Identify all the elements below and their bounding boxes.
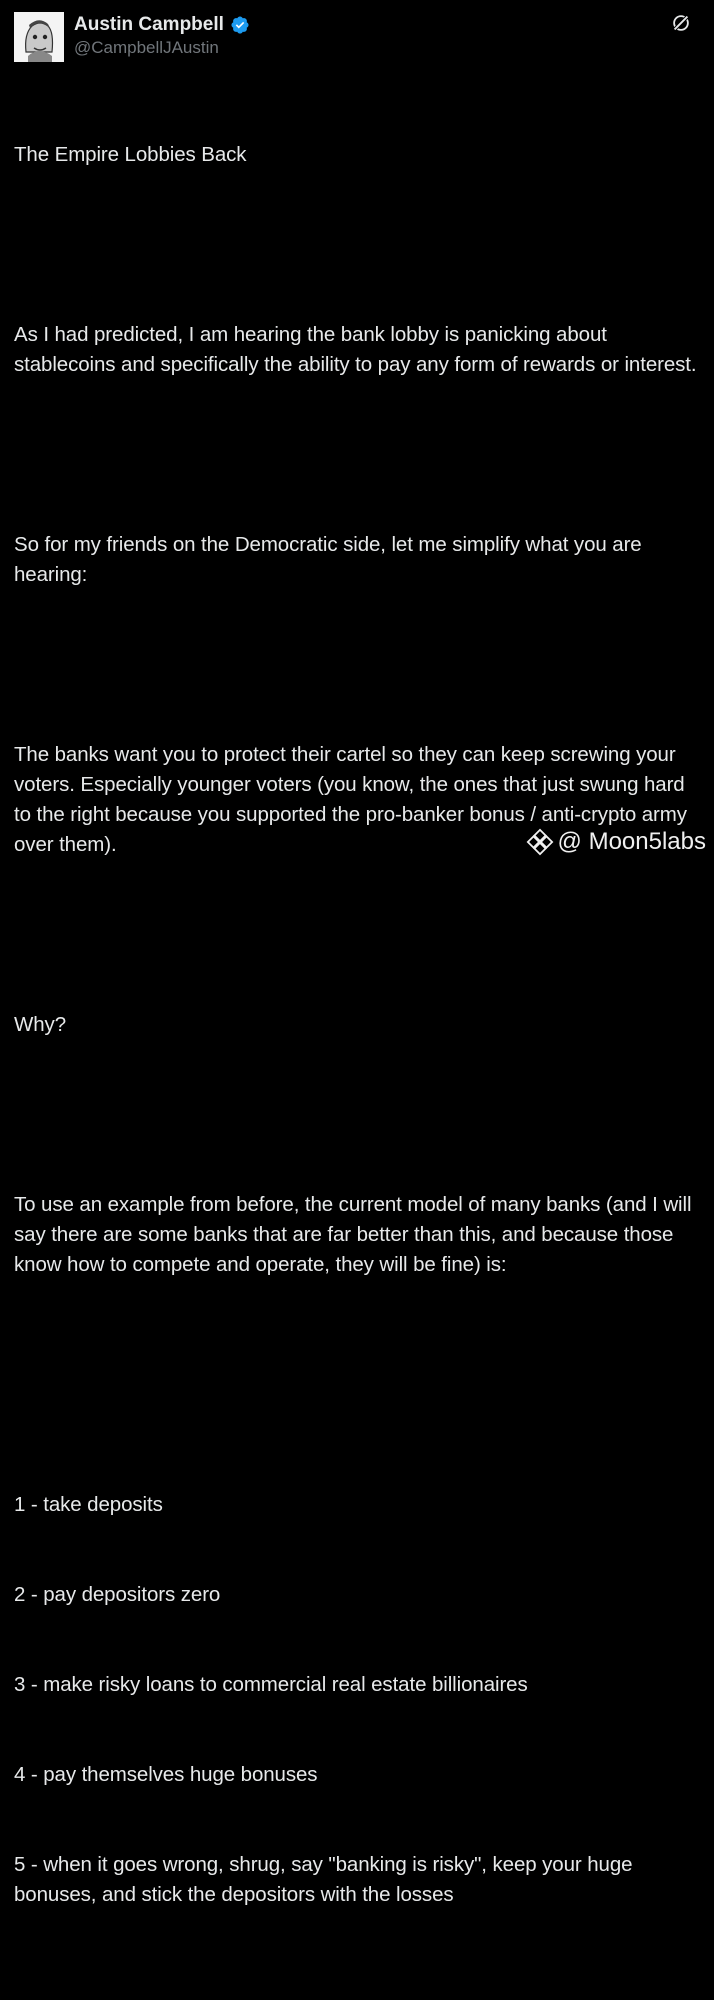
tweet-list bbox=[14, 1430, 704, 1970]
avatar[interactable] bbox=[14, 12, 64, 62]
watermark-text: @ Moon5labs bbox=[557, 828, 706, 855]
tweet-paragraph-5: To use an example from before, the current model of many banks (and I will say there are some banks that are far better than this, and because those know how to compete and operate, they will be fine) is: bbox=[14, 1193, 698, 1276]
avatar-illustration bbox=[14, 12, 64, 62]
tweet-text bbox=[14, 80, 704, 2000]
watermark bbox=[528, 828, 706, 856]
tweet-paragraph-4: Why? bbox=[14, 1013, 67, 1036]
author-name[interactable]: Austin Campbell bbox=[74, 14, 224, 35]
verified-badge-icon bbox=[230, 15, 250, 35]
list-item: 4 - pay themselves huge bonuses bbox=[14, 1763, 318, 1786]
list-item: 5 - when it goes wrong, shrug, say "banking is risky", keep your huge bonuses, and stick the depositors with the losses bbox=[14, 1853, 639, 1906]
list-item: 2 - pay depositors zero bbox=[14, 1583, 221, 1606]
list-item: 1 - take deposits bbox=[14, 1493, 163, 1516]
tweet-title: The Empire Lobbies Back bbox=[14, 143, 247, 166]
moon5labs-logo-icon bbox=[528, 830, 552, 854]
tweet-header bbox=[14, 10, 700, 62]
tweet-paragraph-3: The banks want you to protect their cartel so they can keep screwing your voters. Especially younger voters (you know, the ones that just swung hard to the right because you supported the pro-banker bonus / anti-crypto army over them). bbox=[14, 743, 693, 856]
tweet-paragraph-2: So for my friends on the Democratic side, let me simplify what you are hearing: bbox=[14, 533, 648, 586]
grok-icon[interactable] bbox=[670, 12, 692, 34]
list-item: 3 - make risky loans to commercial real estate billionaires bbox=[14, 1673, 528, 1696]
author-name-row bbox=[74, 14, 250, 36]
author-handle[interactable]: @CampbellJAustin bbox=[74, 38, 219, 57]
tweet-paragraph-1: As I had predicted, I am hearing the bank lobby is panicking about stablecoins and specifically the ability to pay any form of rewards or interest. bbox=[14, 323, 697, 376]
